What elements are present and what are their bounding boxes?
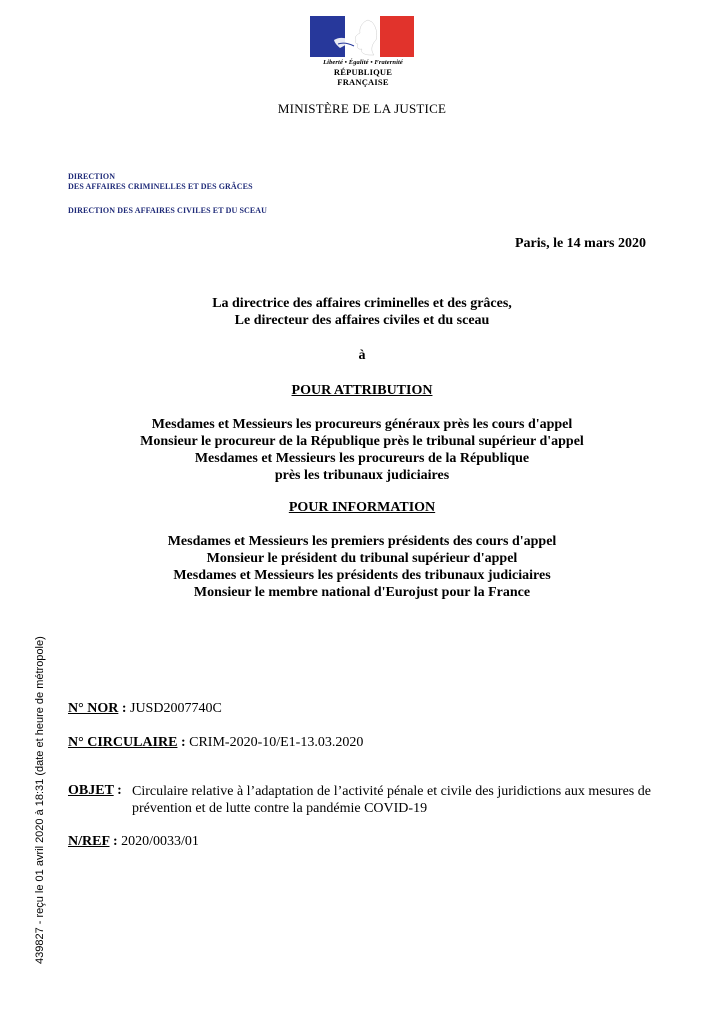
objet-label: OBJET xyxy=(68,783,114,798)
information-line: Monsieur le membre national d'Eurojust pour la France xyxy=(193,585,531,600)
attribution-heading: POUR ATTRIBUTION xyxy=(291,383,433,398)
marianne-logo xyxy=(310,16,416,87)
date-line: Paris, le 14 mars 2020 xyxy=(514,236,646,251)
attribution-line: Mesdames et Messieurs les procureurs de la République xyxy=(194,451,530,466)
tricolor-flag xyxy=(310,16,414,57)
objet-label-wrap: OBJET : xyxy=(68,783,122,798)
direction-line-1: DIRECTION xyxy=(68,172,116,181)
nref-value: 2020/0033/01 xyxy=(121,834,199,849)
nor-reference: N° NOR : JUSD2007740C xyxy=(68,701,222,716)
attribution-line: près les tribunaux judiciaires xyxy=(274,468,450,483)
ministry-title: MINISTÈRE DE LA JUSTICE xyxy=(277,101,447,116)
direction-line-3: DIRECTION DES AFFAIRES CIVILES ET DU SCEAU xyxy=(68,206,268,215)
nor-label: N° NOR xyxy=(68,701,119,716)
sender-line: Le directeur des affaires civiles et du sceau xyxy=(234,313,490,328)
objet-value: Circulaire relative à l’adaptation de l’activité pénale et civile des juridictions aux mesures de prévention et de lutte contre la pandémie COVID-19 xyxy=(132,784,651,816)
information-line: Mesdames et Messieurs les présidents des tribunaux judiciaires xyxy=(173,568,551,583)
nref-label: N/REF xyxy=(68,834,110,849)
information-heading: POUR INFORMATION xyxy=(288,500,436,515)
republique-francaise: RÉPUBLIQUE FRANÇAISE xyxy=(333,67,393,87)
to-word: à xyxy=(358,348,366,363)
nor-value: JUSD2007740C xyxy=(130,701,222,716)
attribution-line: Monsieur le procureur de la République près le tribunal supérieur d'appel xyxy=(140,434,584,449)
marianne-profile-icon xyxy=(310,16,414,57)
sender-line: La directrice des affaires criminelles et des grâces, xyxy=(212,296,512,311)
reception-stamp: 439827 - reçu le 01 avril 2020 à 18:31 (date et heure de métropole) xyxy=(34,636,46,964)
information-line: Mesdames et Messieurs les premiers présidents des cours d'appel xyxy=(167,534,557,549)
circulaire-label: N° CIRCULAIRE xyxy=(68,735,178,750)
direction-line-2: DES AFFAIRES CRIMINELLES ET DES GRÂCES xyxy=(68,182,253,191)
motto: Liberté • Égalité • Fraternité xyxy=(323,59,403,66)
information-line: Monsieur le président du tribunal supérieur d'appel xyxy=(206,551,518,566)
attribution-line: Mesdames et Messieurs les procureurs généraux près les cours d'appel xyxy=(151,417,573,432)
nref-reference: N/REF : 2020/0033/01 xyxy=(68,834,199,849)
circulaire-value: CRIM-2020-10/E1-13.03.2020 xyxy=(189,735,364,750)
circulaire-reference: N° CIRCULAIRE : CRIM-2020-10/E1-13.03.2020 xyxy=(68,735,364,750)
